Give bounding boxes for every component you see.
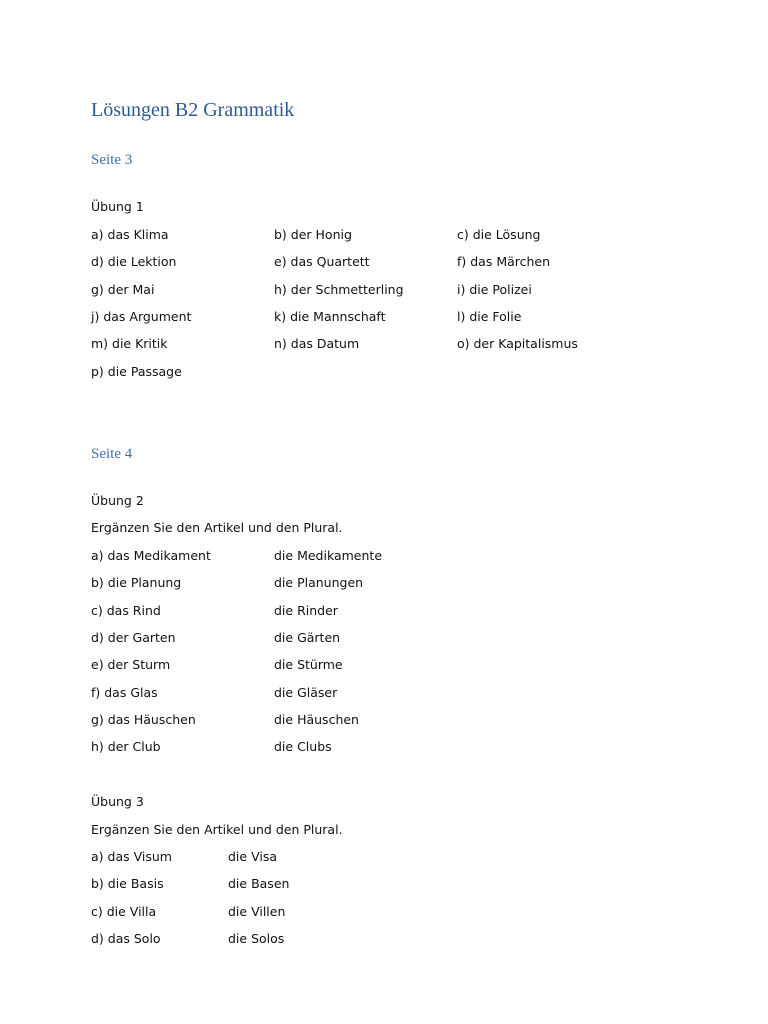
singular-cell: c) das Rind bbox=[91, 603, 161, 618]
plural-cell: die Rinder bbox=[274, 603, 338, 618]
singular-cell: b) die Basis bbox=[91, 876, 164, 891]
exercise-title-uebung-1: Übung 1 bbox=[91, 199, 144, 214]
exercise-3-instruction: Ergänzen Sie den Artikel und den Plural. bbox=[91, 822, 343, 837]
singular-cell: b) die Planung bbox=[91, 575, 182, 590]
answer-item: m) die Kritik bbox=[91, 336, 168, 351]
plural-cell: die Planungen bbox=[274, 575, 364, 590]
answer-item: f) das Märchen bbox=[457, 254, 551, 269]
answer-item: a) das Klima bbox=[91, 227, 169, 242]
plural-cell: die Villen bbox=[228, 904, 286, 919]
plural-cell: die Häuschen bbox=[274, 712, 359, 727]
answer-item: i) die Polizei bbox=[457, 282, 532, 297]
exercise-title-uebung-2: Übung 2 bbox=[91, 493, 144, 508]
answer-item: o) der Kapitalismus bbox=[457, 336, 578, 351]
singular-cell: f) das Glas bbox=[91, 685, 158, 700]
singular-cell: a) das Medikament bbox=[91, 548, 211, 563]
singular-cell: g) das Häuschen bbox=[91, 712, 196, 727]
singular-cell: c) die Villa bbox=[91, 904, 157, 919]
singular-cell: e) der Sturm bbox=[91, 657, 171, 672]
exercise-2-instruction: Ergänzen Sie den Artikel und den Plural. bbox=[91, 520, 343, 535]
section-heading-seite-3: Seite 3 bbox=[91, 152, 133, 168]
answer-item: c) die Lösung bbox=[457, 227, 541, 242]
singular-cell: d) das Solo bbox=[91, 931, 161, 946]
plural-cell: die Gärten bbox=[274, 630, 341, 645]
plural-cell: die Stürme bbox=[274, 657, 343, 672]
plural-cell: die Basen bbox=[228, 876, 290, 891]
plural-cell: die Solos bbox=[228, 931, 285, 946]
answer-item: b) der Honig bbox=[274, 227, 352, 242]
plural-cell: die Gläser bbox=[274, 685, 338, 700]
answer-item: j) das Argument bbox=[91, 309, 192, 324]
singular-cell: h) der Club bbox=[91, 739, 161, 754]
section-heading-seite-4: Seite 4 bbox=[91, 446, 133, 462]
answer-item: g) der Mai bbox=[91, 282, 155, 297]
answer-item: e) das Quartett bbox=[274, 254, 370, 269]
exercise-title-uebung-3: Übung 3 bbox=[91, 794, 144, 809]
document-title: Lösungen B2 Grammatik bbox=[91, 99, 295, 121]
plural-cell: die Medikamente bbox=[274, 548, 383, 563]
answer-item: p) die Passage bbox=[91, 364, 182, 379]
answer-item: l) die Folie bbox=[457, 309, 522, 324]
singular-cell: a) das Visum bbox=[91, 849, 172, 864]
answer-item: d) die Lektion bbox=[91, 254, 177, 269]
singular-cell: d) der Garten bbox=[91, 630, 176, 645]
plural-cell: die Clubs bbox=[274, 739, 332, 754]
answer-item: h) der Schmetterling bbox=[274, 282, 404, 297]
plural-cell: die Visa bbox=[228, 849, 277, 864]
answer-item: k) die Mannschaft bbox=[274, 309, 386, 324]
answer-item: n) das Datum bbox=[274, 336, 360, 351]
